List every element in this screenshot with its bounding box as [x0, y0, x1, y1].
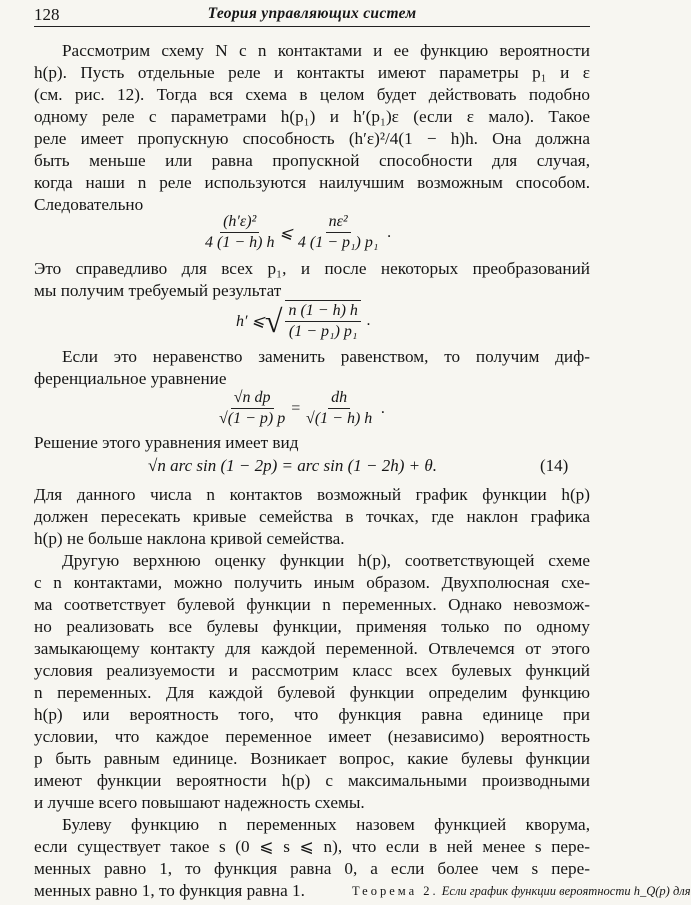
- text-line: (см. рис. 12). Тогда вся схема в целом будет действовать подобно: [34, 85, 590, 104]
- denominator: (1 − p₁) p₁: [288, 323, 358, 340]
- relation-symbol: =: [290, 399, 302, 417]
- text-line: когда наши n реле используются наилучшим возможным способом.: [34, 173, 590, 192]
- theorem-text: Если график функции вероятности h_Q(p) для: [441, 884, 691, 898]
- equation-bound: [236, 300, 371, 342]
- text-line: h(p). Пусть отдельные реле и контакты имеют параметры p₁ и ε: [34, 63, 590, 82]
- page-number: 128: [34, 5, 60, 24]
- text-line: Другую верхнюю оценку функции h(p), соответствующей схеме: [62, 551, 590, 570]
- text-line: p быть равным единице. Возникает вопрос, какие булевы функции: [34, 749, 590, 768]
- fraction: [202, 212, 277, 253]
- lhs: h′ ⩽: [236, 313, 265, 330]
- text-line: мы получим требуемый результат: [34, 281, 282, 300]
- text-line: ма соответствует булевой функции n переменных. Однако невозмож-: [34, 595, 590, 614]
- numerator: n (1 − h) h: [285, 301, 360, 322]
- equation-number-label: (14): [540, 456, 569, 475]
- text-line: менных равно 1, то функция равна 1.: [34, 881, 305, 900]
- text-line: имеют функции вероятности h(p) с максимальными производными: [34, 771, 590, 790]
- text-line: реле имеет пропускную способность (h′ε)²/4(1 − h)h. Она должна: [34, 129, 590, 148]
- fraction: [285, 300, 360, 342]
- numerator: dh: [328, 388, 350, 409]
- equation-text: √n arc sin (1 − 2p) = arc sin (1 − 2h) + θ.: [148, 456, 437, 475]
- text-line: условии, что каждое переменное имеет (независимо) вероятность: [34, 727, 590, 746]
- period: .: [387, 223, 392, 241]
- text-line: Решение этого уравнения имеет вид: [34, 433, 299, 452]
- equation-inequality: [200, 212, 391, 253]
- equation-solution: [148, 454, 437, 478]
- period: .: [381, 399, 386, 417]
- text-line: менных равно 1, то функция равна 0, а если более чем s пере-: [34, 859, 590, 878]
- fraction: [303, 388, 375, 429]
- text-line: с n контактами, можно получить иным образом. Двухполюсная схе-: [34, 573, 590, 592]
- fraction: [216, 388, 288, 429]
- fraction: [295, 212, 382, 253]
- denominator: 4 (1 − h) h: [205, 234, 275, 251]
- text-line: замыкающему контакту для каждой переменной. Отвлечемся от этого: [34, 639, 590, 658]
- denominator: √(1 − p) p: [219, 410, 286, 427]
- running-header: [34, 4, 590, 27]
- denominator: √(1 − h) h: [306, 410, 373, 427]
- text-line: но реализовать все булевы функции, применяя только по одному: [34, 617, 590, 636]
- text-line: Для данного числа n контактов возможный график функции h(p): [34, 485, 590, 504]
- text-line: h(p) не больше наклона кривой семейства.: [34, 529, 345, 548]
- text-line: Если это неравенство заменить равенством, то получим диф-: [62, 347, 590, 366]
- text-line: должен пересекать кривые семейства в точках, где наклон графика: [34, 507, 590, 526]
- equation-number: [540, 454, 568, 478]
- numerator: (h′ε)²: [220, 212, 259, 233]
- text-line: Рассмотрим схему N с n контактами и ее функцию вероятности: [62, 41, 590, 60]
- text-line: и лучше всего повышают надежность схемы.: [34, 793, 365, 812]
- text-line: если существует такое s (0 ⩽ s ⩽ n), что если в ней менее s пере-: [34, 837, 590, 856]
- equation-differential: [214, 388, 385, 429]
- period: .: [366, 312, 371, 329]
- denominator: 4 (1 − p₁) p₁: [297, 234, 379, 251]
- text-line: ференциальное уравнение: [34, 369, 227, 388]
- theorem-label: Теорема 2.: [352, 884, 439, 898]
- numerator: nε²: [326, 212, 351, 233]
- text-line: n переменных. Для каждой булевой функции определим функцию: [34, 683, 590, 702]
- text-line: Это справедливо для всех p₁, и после некоторых преобразований: [34, 259, 590, 278]
- numerator: √n dp: [231, 388, 274, 409]
- text-line: условия реализуемости и рассмотрим класс всех булевых функций: [34, 661, 590, 680]
- running-title: Теория управляющих систем: [207, 5, 417, 22]
- radical-sign: √: [264, 303, 283, 339]
- text-line: h(p) или вероятность того, что функция равна единице при: [34, 705, 590, 724]
- text-line: одному реле с параметрами h(p₁) и h′(p₁)ε (если ε мало). Такое: [34, 107, 590, 126]
- text-line: Булеву функцию n переменных назовем функцией кворума,: [62, 815, 590, 834]
- text-line: быть меньше или равна пропускной способности для случая,: [34, 151, 590, 170]
- relation-symbol: ⩽: [279, 224, 293, 242]
- text-line: Следовательно: [34, 195, 144, 214]
